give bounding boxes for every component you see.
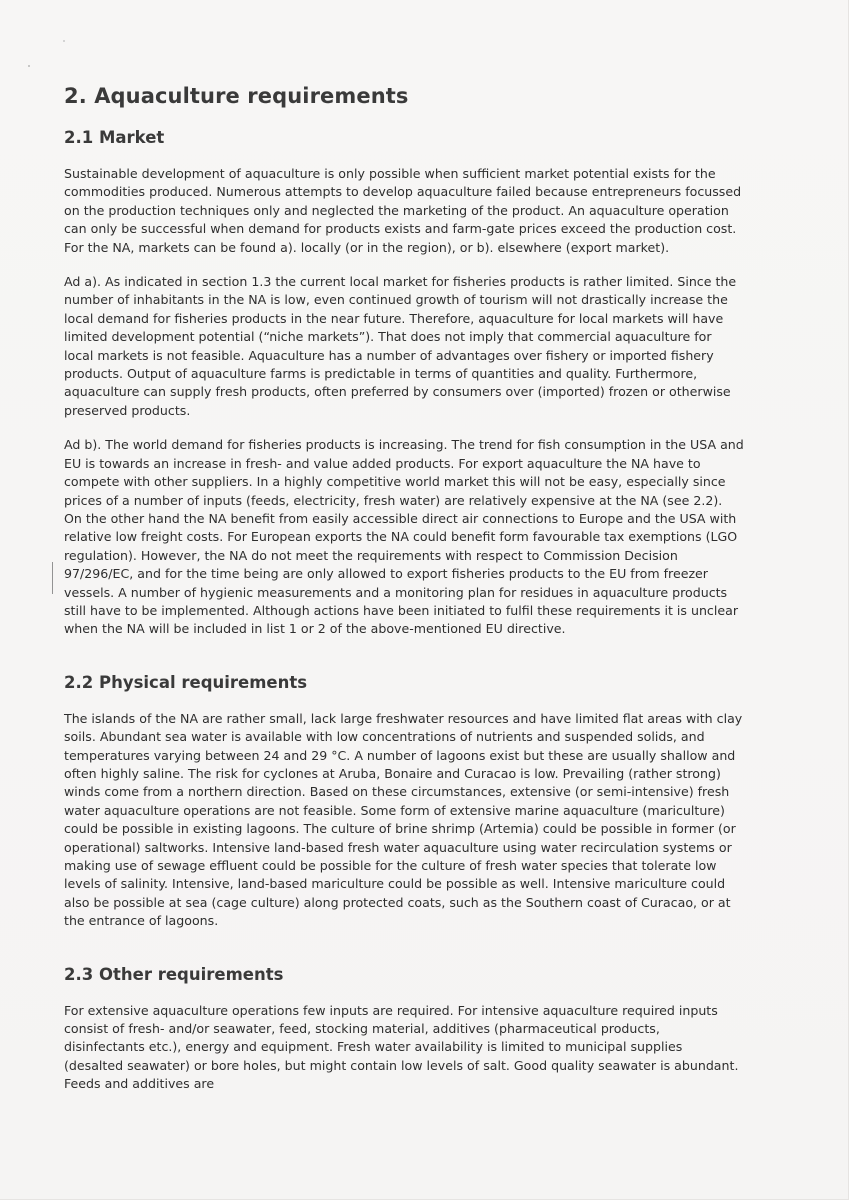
paragraph: The islands of the NA are rather small, lack large freshwater resources and have limited flat areas with clay soils. Abundant sea water is available with low concentrations of nutrients and suspended solids, and temperatures varying between 24 and 29 °C. A number of lagoons exist but these are usually shallow and often highly saline. The risk for cyclones at Aruba, Bonaire and Curacao is low. Prevailing (rather strong) winds come from a northern direction. Based on these circumstances, extensive (or semi-intensive) fresh water aquaculture operations are not feasible. Some form of extensive marine aquaculture (mariculture) could be possible in existing lagoons. The culture of brine shrimp (Artemia) could be possible in former (or operational) saltworks. Intensive land-based fresh water aquaculture using water recirculation systems or making use of sewage effluent could be possible for the culture of fresh water species that tolerate low levels of salinity. Intensive, land-based mariculture could be possible as well. Intensive mariculture could also be possible at sea (cage culture) along protected coats, such as the Southern coast of Curacao, or at the entrance of lagoons. (64, 710, 743, 929)
section-heading: 2.1 Market (64, 128, 165, 147)
scan-speck (28, 65, 30, 67)
margin-pencil-mark (52, 562, 53, 594)
section-spacer (64, 655, 744, 673)
paragraph: Ad b). The world demand for fisheries products is increasing. The trend for fish consumption in the USA and EU is towards an increase in fresh- and value added products. For export aquaculture the NA have to compete with other suppliers. In a highly competitive world market this will not be easy, especially since prices of a number of inputs (feeds, electricity, fresh water) are relatively expensive at the NA (see 2.2). On the other hand the NA benefit from easily accessible direct air connections to Europe and the USA with relative low freight costs. For European exports the NA could benefit form favourable tax exemptions (LGO regulation). However, the NA do not meet the requirements with respect to Commission Decision 97/296/EC, and for the time being are only allowed to export fisheries products to the EU from freezer vessels. A number of hygienic measurements and a monitoring plan for residues in aquaculture products still have to be implemented. Although actions have been initiated to fulfil these requirements it is unclear when the NA will be included in list 1 or 2 of the above-mentioned EU directive. (64, 437, 744, 637)
section-heading: 2.3 Other requirements (64, 964, 284, 984)
chapter-title: 2. Aquaculture requirements (64, 84, 409, 108)
section-market (64, 128, 744, 639)
paragraph: Sustainable development of aquaculture is only possible when sufficient market potential exists for the commodities produced. Numerous attempts to develop aquaculture failed because entrepreneurs focussed on the production techniques only and neglected the marketing of the product. An aquaculture operation can only be successful when demand for products exists and farm-gate prices exceed the production cost. For the NA, markets can be found a). locally (or in the region), or b). elsewhere (export market). (64, 166, 742, 255)
document-body (64, 84, 744, 1110)
paragraph: For extensive aquaculture operations few inputs are required. For intensive aquaculture required inputs consist of fresh- and/or seawater, feed, stocking material, additives (pharmaceutical products, disinfectants etc.), energy and equipment. Fresh water availability is limited to municipal supplies (desalted seawater) or bore holes, but might contain low levels of salt. Good quality seawater is abundant. Feeds and additives are (64, 1002, 739, 1092)
scan-speck (63, 40, 65, 42)
section-heading: 2.2 Physical requirements (64, 672, 308, 692)
section-other-requirements (64, 965, 744, 1094)
paragraph: Ad a). As indicated in section 1.3 the current local market for fisheries products is rather limited. Since the number of inhabitants in the NA is low, even continued growth of tourism will not drastically increase the local demand for fisheries products in the near future. Therefore, aquaculture for local markets will have limited development potential (“niche markets”). That does not imply that commercial aquaculture for local markets is not feasible. Aquaculture has a number of advantages over fishery or imported fishery products. Output of aquaculture farms is predictable in terms of quantities and quality. Furthermore, aquaculture can supply fresh products, often preferred by consumers over (imported) frozen or otherwise preserved products. (64, 274, 737, 418)
section-spacer (64, 947, 744, 965)
section-physical-requirements (64, 673, 744, 931)
